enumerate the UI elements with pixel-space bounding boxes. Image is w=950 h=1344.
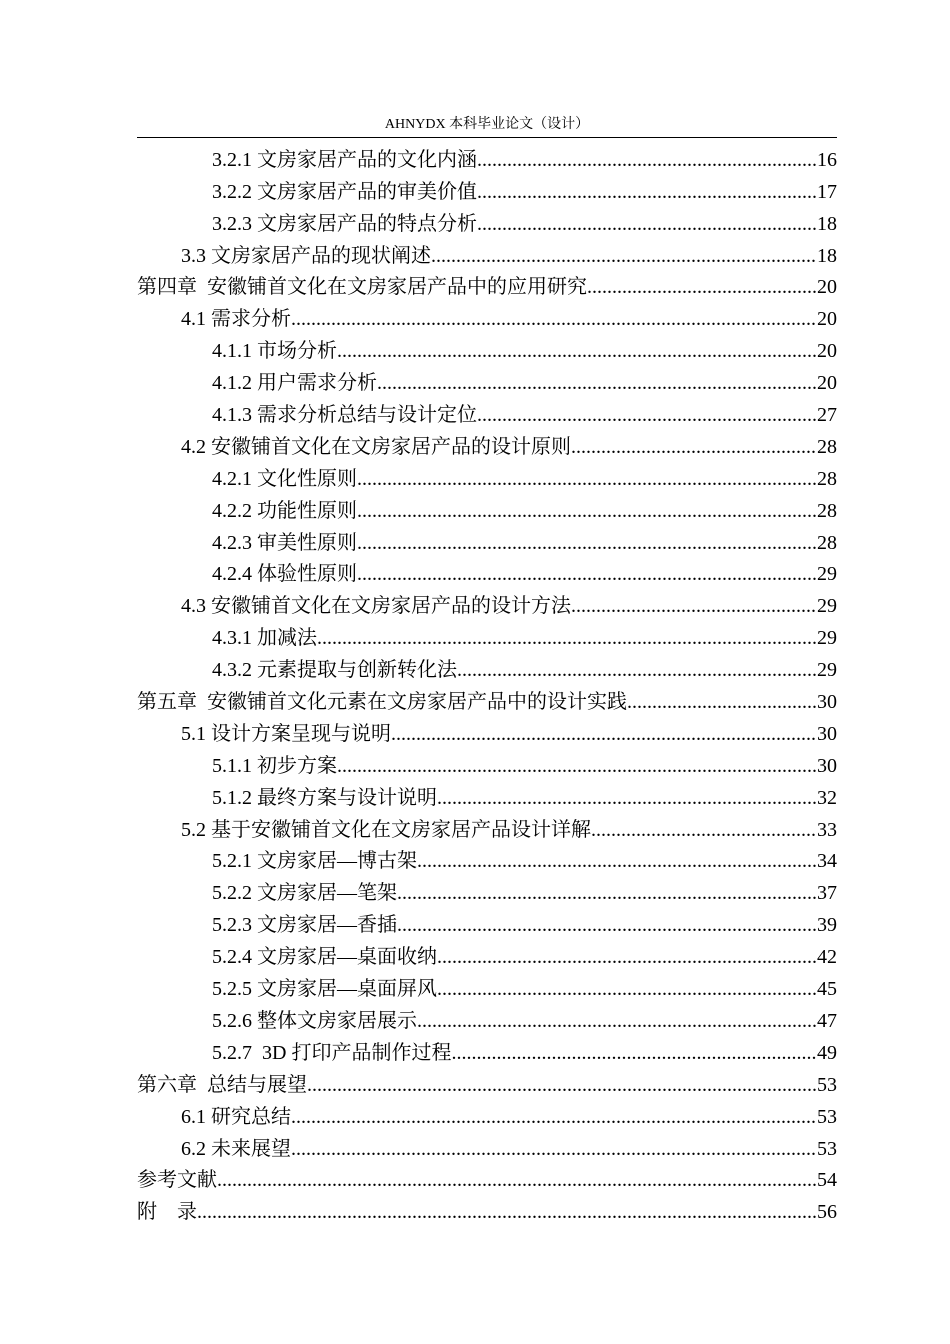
table-of-contents <box>137 141 837 1225</box>
toc-entry-page-number: 28 <box>817 499 837 522</box>
toc-entry-page-number: 28 <box>817 467 837 490</box>
toc-entry-title: 5.2.2 文房家居—笔架 <box>212 882 397 905</box>
toc-dot-leader <box>591 817 817 843</box>
toc-entry[interactable] <box>137 1066 837 1098</box>
toc-entry-page-number: 45 <box>817 978 837 1001</box>
toc-entry[interactable] <box>137 173 837 205</box>
toc-entry-title: 3.2.1 文房家居产品的文化内涵 <box>212 148 477 171</box>
toc-entry[interactable] <box>137 364 837 396</box>
toc-entry-title: 5.2.3 文房家居—香插 <box>212 914 397 937</box>
toc-dot-leader <box>391 721 817 747</box>
toc-entry[interactable] <box>137 715 837 747</box>
header-rule <box>137 137 837 138</box>
toc-entry-page-number: 30 <box>817 691 837 714</box>
toc-dot-leader <box>457 657 817 683</box>
toc-entry-title: 第四章 安徽铺首文化在文房家居产品中的应用研究 <box>137 276 587 299</box>
toc-entry[interactable] <box>137 906 837 938</box>
toc-entry[interactable] <box>137 556 837 588</box>
toc-entry-title: 3.2.2 文房家居产品的审美价值 <box>212 180 477 203</box>
toc-entry[interactable] <box>137 1193 837 1225</box>
toc-entry[interactable] <box>137 428 837 460</box>
page-header: AHNYDX 本科毕业论文（设计） <box>384 117 590 132</box>
toc-dot-leader <box>357 466 817 492</box>
toc-dot-leader <box>397 880 817 906</box>
toc-entry-page-number: 42 <box>817 946 837 969</box>
toc-entry[interactable] <box>137 492 837 524</box>
toc-entry-page-number: 30 <box>817 754 837 777</box>
toc-dot-leader <box>291 306 817 332</box>
toc-entry-page-number: 29 <box>817 563 837 586</box>
toc-dot-leader <box>571 593 817 619</box>
toc-dot-leader <box>477 179 817 205</box>
toc-entry-title: 5.2.4 文房家居—桌面收纳 <box>212 946 437 969</box>
toc-entry-page-number: 29 <box>817 627 837 650</box>
toc-entry[interactable] <box>137 269 837 301</box>
toc-entry-page-number: 49 <box>817 1041 837 1064</box>
toc-entry-title: 5.1 设计方案呈现与说明 <box>181 722 391 745</box>
toc-entry-page-number: 30 <box>817 722 837 745</box>
toc-entry-page-number: 16 <box>817 148 837 171</box>
toc-entry-page-number: 32 <box>817 786 837 809</box>
toc-entry-title: 4.1.2 用户需求分析 <box>212 372 377 395</box>
toc-dot-leader <box>397 912 817 938</box>
toc-entry[interactable] <box>137 205 837 237</box>
toc-entry-title: 3.3 文房家居产品的现状阐述 <box>181 244 431 267</box>
toc-entry-title: 4.3 安徽铺首文化在文房家居产品的设计方法 <box>181 595 571 618</box>
toc-entry-title: 第六章 总结与展望 <box>137 1073 307 1096</box>
toc-entry-title: 参考文献 <box>137 1169 217 1192</box>
toc-entry[interactable] <box>137 460 837 492</box>
toc-entry[interactable] <box>137 683 837 715</box>
toc-dot-leader <box>307 1072 817 1098</box>
toc-entry[interactable] <box>137 141 837 173</box>
toc-entry-title: 4.2.3 审美性原则 <box>212 531 357 554</box>
toc-entry-title: 4.1.1 市场分析 <box>212 340 337 363</box>
toc-entry[interactable] <box>137 332 837 364</box>
toc-entry[interactable] <box>137 300 837 332</box>
toc-entry[interactable] <box>137 779 837 811</box>
toc-entry-title: 5.2.1 文房家居—博古架 <box>212 850 417 873</box>
toc-entry-page-number: 20 <box>817 276 837 299</box>
toc-dot-leader <box>437 785 817 811</box>
toc-dot-leader <box>217 1167 817 1193</box>
toc-entry-page-number: 33 <box>817 818 837 841</box>
toc-entry-page-number: 37 <box>817 882 837 905</box>
toc-entry-title: 4.2 安徽铺首文化在文房家居产品的设计原则 <box>181 435 571 458</box>
toc-entry-title: 4.2.1 文化性原则 <box>212 467 357 490</box>
toc-dot-leader <box>477 211 817 237</box>
toc-entry-page-number: 18 <box>817 212 837 235</box>
toc-dot-leader <box>317 625 817 651</box>
toc-dot-leader <box>571 434 817 460</box>
toc-entry-page-number: 53 <box>817 1137 837 1160</box>
toc-entry-title: 附 录 <box>137 1201 197 1224</box>
toc-entry-title: 5.2.6 整体文房家居展示 <box>212 1009 417 1032</box>
toc-entry-title: 6.1 研究总结 <box>181 1105 291 1128</box>
toc-entry[interactable] <box>137 587 837 619</box>
toc-dot-leader <box>417 848 817 874</box>
toc-entry[interactable] <box>137 1162 837 1194</box>
toc-entry-page-number: 29 <box>817 595 837 618</box>
toc-dot-leader <box>437 944 817 970</box>
toc-entry-title: 4.2.2 功能性原则 <box>212 499 357 522</box>
toc-entry-page-number: 18 <box>817 244 837 267</box>
toc-entry-page-number: 17 <box>817 180 837 203</box>
toc-dot-leader <box>587 274 817 300</box>
toc-entry-page-number: 53 <box>817 1105 837 1128</box>
toc-dot-leader <box>357 498 817 524</box>
toc-entry-title: 4.1 需求分析 <box>181 308 291 331</box>
toc-entry[interactable] <box>137 1002 837 1034</box>
toc-entry[interactable] <box>137 970 837 1002</box>
toc-entry-page-number: 20 <box>817 308 837 331</box>
toc-entry-page-number: 29 <box>817 659 837 682</box>
toc-entry-page-number: 56 <box>817 1201 837 1224</box>
toc-entry-title: 第五章 安徽铺首文化元素在文房家居产品中的设计实践 <box>137 691 627 714</box>
toc-dot-leader <box>337 753 817 779</box>
toc-dot-leader <box>357 561 817 587</box>
toc-dot-leader <box>451 1040 817 1066</box>
toc-entry[interactable] <box>137 938 837 970</box>
toc-entry-page-number: 34 <box>817 850 837 873</box>
toc-entry-title: 3.2.3 文房家居产品的特点分析 <box>212 212 477 235</box>
toc-entry-title: 5.1.2 最终方案与设计说明 <box>212 786 437 809</box>
toc-dot-leader <box>291 1104 817 1130</box>
toc-entry-title: 4.3.1 加减法 <box>212 627 317 650</box>
toc-entry-page-number: 20 <box>817 340 837 363</box>
toc-dot-leader <box>477 147 817 173</box>
toc-entry[interactable] <box>137 1098 837 1130</box>
toc-dot-leader <box>377 370 817 396</box>
toc-entry-page-number: 20 <box>817 372 837 395</box>
toc-entry[interactable] <box>137 237 837 269</box>
toc-entry-title: 5.2.7 3D 打印产品制作过程 <box>212 1041 452 1064</box>
toc-entry[interactable] <box>137 1034 837 1066</box>
toc-dot-leader <box>437 976 817 1002</box>
toc-entry[interactable] <box>137 651 837 683</box>
toc-dot-leader <box>197 1199 817 1225</box>
toc-entry[interactable] <box>137 843 837 875</box>
toc-entry-page-number: 28 <box>817 435 837 458</box>
toc-entry-page-number: 39 <box>817 914 837 937</box>
toc-entry-title: 4.2.4 体验性原则 <box>212 563 357 586</box>
toc-entry[interactable] <box>137 811 837 843</box>
toc-dot-leader <box>357 530 817 556</box>
toc-entry[interactable] <box>137 874 837 906</box>
toc-dot-leader <box>627 689 817 715</box>
toc-dot-leader <box>477 402 817 428</box>
toc-entry-title: 4.1.3 需求分析总结与设计定位 <box>212 404 477 427</box>
toc-dot-leader <box>431 243 817 269</box>
toc-entry-title: 4.3.2 元素提取与创新转化法 <box>212 659 457 682</box>
toc-entry-page-number: 54 <box>817 1169 837 1192</box>
toc-entry-page-number: 53 <box>817 1073 837 1096</box>
toc-entry[interactable] <box>137 1130 837 1162</box>
toc-entry-title: 5.2 基于安徽铺首文化在文房家居产品设计详解 <box>181 818 591 841</box>
toc-entry-page-number: 47 <box>817 1009 837 1032</box>
toc-entry-page-number: 28 <box>817 531 837 554</box>
toc-entry-title: 6.2 未来展望 <box>181 1137 291 1160</box>
toc-entry[interactable] <box>137 396 837 428</box>
toc-entry[interactable] <box>137 524 837 556</box>
toc-entry-page-number: 27 <box>817 404 837 427</box>
toc-entry[interactable] <box>137 619 837 651</box>
toc-entry[interactable] <box>137 747 837 779</box>
toc-dot-leader <box>291 1136 817 1162</box>
toc-dot-leader <box>337 338 817 364</box>
toc-dot-leader <box>417 1008 817 1034</box>
toc-entry-title: 5.1.1 初步方案 <box>212 754 337 777</box>
toc-entry-title: 5.2.5 文房家居—桌面屏风 <box>212 978 437 1001</box>
